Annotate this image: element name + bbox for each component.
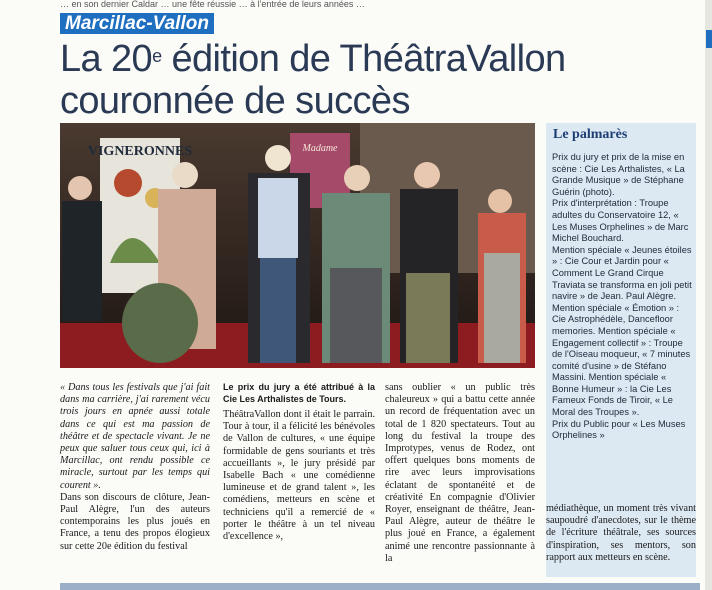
palmares-list [552,152,694,442]
adjacent-page-edge [705,0,712,590]
previous-article-fragment: … en son dernier Caldar … une fête réussie … à l'entrée de leurs années … [60,0,365,8]
palmares-title: Le palmarès [553,127,628,142]
body-text: ThéâtraVallon dont il était le parrain. Tour à tour, il a félicité les bénévoles de Vallon de cultures, « une équipe formidable de gens souriants et très accueillants », le jury présidé par Isabelle Bach « une comédienne lumineuse et de grand talent », les comédiens, metteurs en scène et techniciens qu'il a remercié de « porter le théâtre à un tel niveau d'excellence », [223,409,375,543]
palmares-item: Prix du Public pour « Les Muses Orphelines » [552,418,686,441]
palmares-item: Prix du jury et prix de la mise en scène : Cie Les Arthalistes, « La Grande Musique » de Stéphane Guérin (photo). [552,152,685,197]
article-column-4: médiathèque, un moment très vivant saupoudré d'anecdotes, sur le thème de l'écriture théâtrale, ses sources d'inspiration, ses mentors, son rapport aux metteurs en scène. [546,503,696,563]
body-text: Dans son discours de clôture, Jean-Paul Alègre, l'un des auteurs contemporains les plus joués en France, a tenu des propos élogieux sur cette 20e édition du festival [60,491,210,552]
poster-title: VIGNERONNES [87,144,193,159]
article-column-3: sans oublier « un public très chaleureux » qui a battu cette année un record de fréquentation avec un total de 1 820 spectateurs. Tout au long du festival la troupe des Improtypes, venus de Rodez, ont offert quelques bons moments de rire avec leurs improvisations éclatant de spontanéité et de créativité En compagnie d'Olivier Royer, enseignant de théâtre, Jean-Paul Alègre, auteur de théâtre le plus joué en France, a également animé une rencontre passionnante à la [385,382,535,564]
article-column-2 [223,382,375,543]
photo-caption: Le prix du jury a été attribué à la Cie Les Arthalistes de Tours. [223,382,375,404]
headline-line2: couronnée de succès [60,80,410,122]
section-rubric: Marcillac-Vallon [60,13,214,34]
palmares-item: Mention spéciale « Jeunes étoiles » : Cie Cour et Jardin pour « Comment Le Grand Cirque Traviata se transforma en joli petit navire » de Jean. Paul Alègre. [552,244,692,302]
headline-part: édition de ThéâtraVallon [161,38,566,80]
headline [60,38,620,122]
palmares-item: Mention spéciale « Émotion » : Cie Astrophédèle, Dancefloor memories. Mention spéciale « Engagement collectif » : Troupe de l'Oiseau moqueur, « 7 minutes comité d'usine » de Stéfano Massini. Mention spéciale « Bonne Humeur » : la Cie Les Fameux Fonds de Tiroir, « Le Moral des Troupes ». [552,302,691,418]
article-photo [60,123,535,368]
adjacent-rubric-edge [706,30,712,48]
poster2-title: Madame [302,143,338,154]
headline-part: La 20 [60,38,153,80]
headline-superscript: e [152,46,162,66]
next-article-edge [60,583,700,590]
article-column-1 [60,382,210,553]
opening-quote: « Dans tous les festivals que j'ai fait dans ma carrière, j'ai rarement vécu trois jours en apnée aussi totale dans ce qui est ma passion de théâtre et de spectacle vivant. Je ne peux que saluer tous ceux qui, ici à Marcillac, ont rendu possible ce miracle, surtout par les temps qui courent ». [60,382,210,491]
photo-illustration [60,123,535,368]
palmares-item: Prix d'interprétation : Troupe adultes du Conservatoire 12, « Les Muses Orphelines » de Marc Michel Bouchard. [552,198,689,244]
